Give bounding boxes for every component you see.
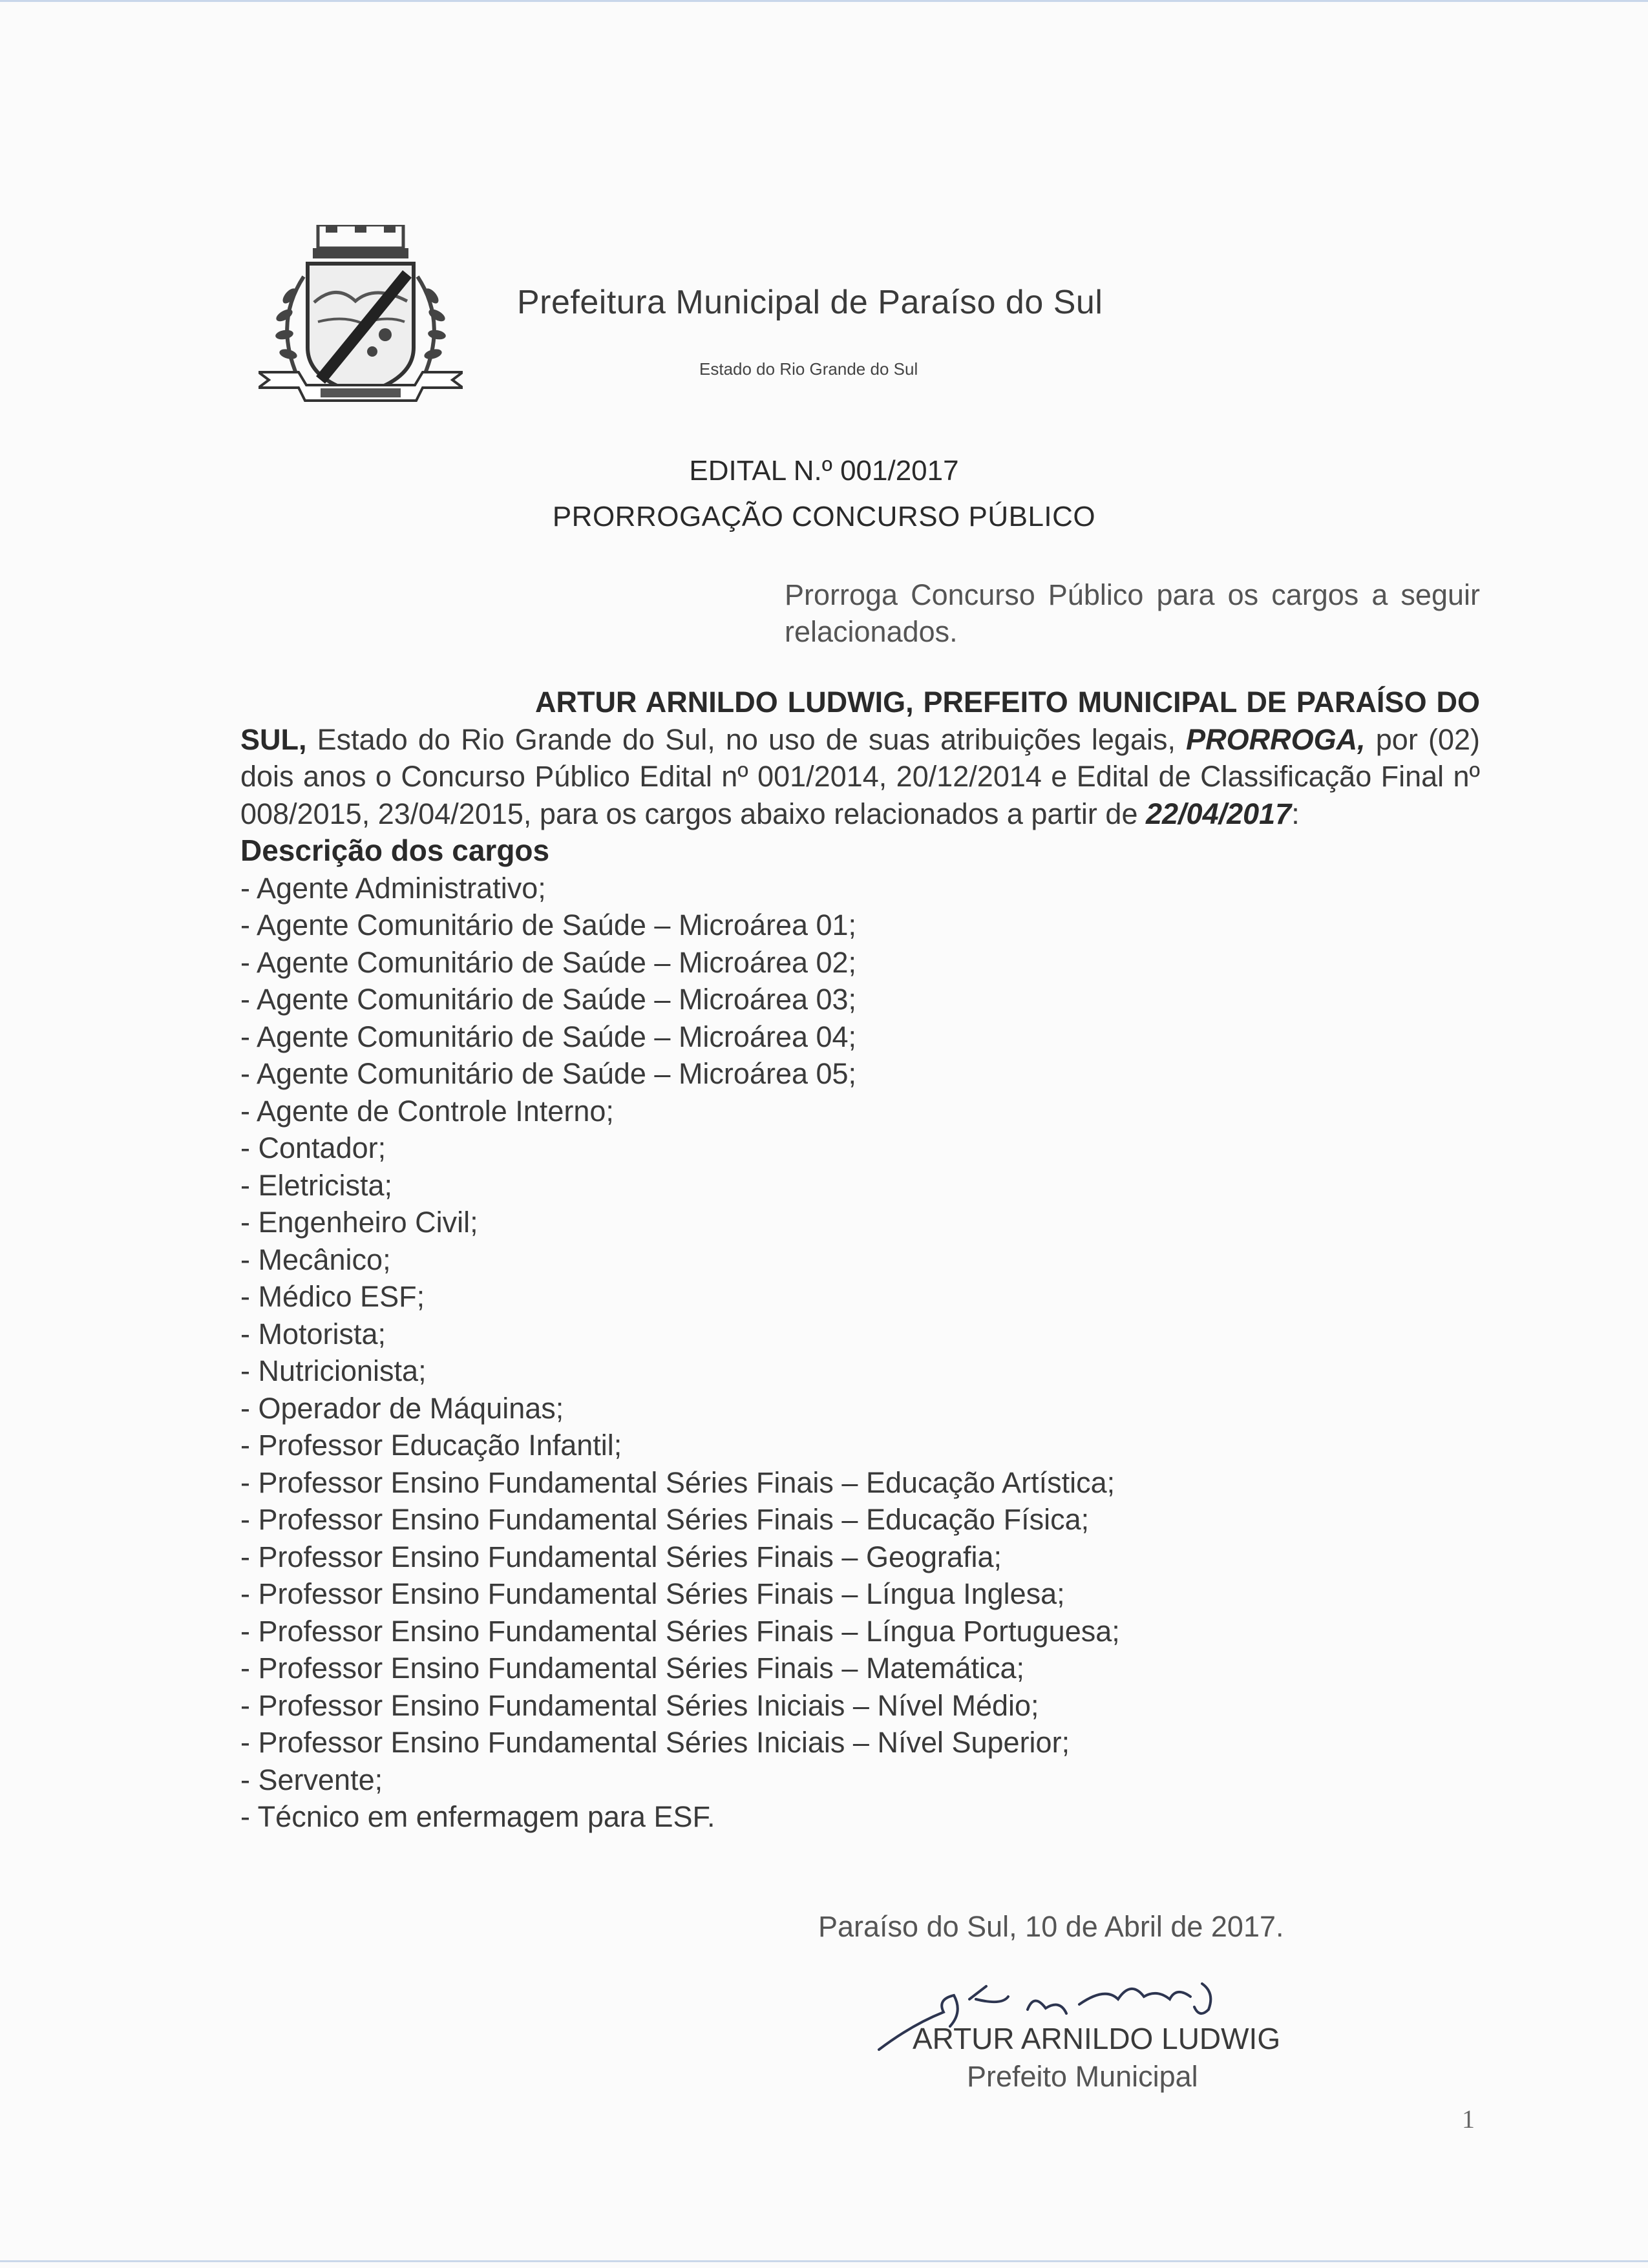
cargo-item: - Professor Ensino Fundamental Séries Finais – Matemática;	[240, 1652, 1025, 1685]
cargo-item: - Professor Ensino Fundamental Séries Finais – Língua Inglesa;	[240, 1577, 1065, 1610]
cargo-item: - Agente Comunitário de Saúde – Microárea 01;	[240, 908, 857, 941]
cargo-item: - Agente Comunitário de Saúde – Microárea 02;	[240, 945, 857, 979]
cargo-item: - Agente Comunitário de Saúde – Microárea 04;	[240, 1020, 857, 1053]
prorroga-verb: PRORROGA,	[1186, 722, 1366, 756]
cargo-item: - Agente Comunitário de Saúde – Microárea 05;	[240, 1057, 857, 1090]
cargo-item: - Agente Administrativo;	[240, 871, 546, 905]
paragraph-text-2: por (02) dois anos o Concurso Público Edital nº 001/2014, 20/12/2014 e Edital de Classificação Final nº 008/2015, 23/04/2015, para os cargos abaixo relacionados a partir de	[240, 722, 1480, 830]
cargo-item: - Professor Ensino Fundamental Séries Iniciais – Nível Médio;	[240, 1688, 1039, 1722]
edital-number: EDITAL N.º 001/2017	[689, 455, 959, 487]
effective-date: 22/04/2017	[1145, 797, 1292, 830]
paragraph-text-1: Estado do Rio Grande do Sul, no uso de suas atribuições legais,	[306, 722, 1187, 756]
signer-role: Prefeito Municipal	[967, 2060, 1198, 2093]
cargo-item: - Técnico em enfermagem para ESF.	[240, 1800, 715, 1833]
state-subtitle: Estado do Rio Grande do Sul	[699, 359, 918, 379]
paragraph-text-3: :	[1291, 797, 1300, 830]
page-number: 1	[1462, 2105, 1475, 2134]
cargo-item: - Nutricionista;	[240, 1354, 427, 1387]
cargo-item: - Engenheiro Civil;	[240, 1206, 478, 1239]
cargo-item: - Agente Comunitário de Saúde – Microárea 03;	[240, 983, 857, 1016]
cargo-item: - Professor Ensino Fundamental Séries Iniciais – Nível Superior;	[240, 1726, 1070, 1759]
signer-name: ARTUR ARNILDO LUDWIG	[913, 2022, 1281, 2055]
edital-title: PRORROGAÇÃO CONCURSO PÚBLICO	[552, 501, 1096, 532]
scan-edge-bottom	[0, 2260, 1648, 2262]
main-paragraph	[240, 684, 1480, 832]
cargo-item: - Mecânico;	[240, 1243, 391, 1276]
cargo-item: - Agente de Controle Interno;	[240, 1094, 614, 1128]
cargos-list	[240, 870, 1480, 1836]
mayor-name: ARTUR ARNILDO LUDWIG, PREFEITO MUNICIPAL DE PARAÍSO DO SUL,	[240, 686, 1480, 756]
cargo-item: - Professor Ensino Fundamental Séries Finais – Educação Artística;	[240, 1465, 1115, 1499]
municipality-title: Prefeitura Municipal de Paraíso do Sul	[517, 284, 1103, 321]
edital-summary: Prorroga Concurso Público para os cargos a seguir relacionados.	[785, 578, 1480, 648]
cargo-item: - Motorista;	[240, 1317, 386, 1350]
cargos-heading: Descrição dos cargos	[240, 834, 550, 867]
cargo-item: - Contador;	[240, 1131, 386, 1164]
cargo-item: - Servente;	[240, 1763, 383, 1796]
scan-edge-top	[0, 0, 1648, 2]
cargo-item: - Médico ESF;	[240, 1280, 425, 1313]
cargo-item: - Professor Ensino Fundamental Séries Finais – Geografia;	[240, 1540, 1002, 1573]
cargo-item: - Professor Ensino Fundamental Séries Finais – Educação Física;	[240, 1503, 1090, 1536]
place-and-date: Paraíso do Sul, 10 de Abril de 2017.	[818, 1910, 1284, 1943]
document-body	[240, 684, 1480, 1836]
cargo-item: - Eletricista;	[240, 1168, 393, 1202]
cargo-item: - Professor Ensino Fundamental Séries Finais – Língua Portuguesa;	[240, 1614, 1120, 1648]
cargo-item: - Operador de Máquinas;	[240, 1391, 564, 1425]
cargo-item: - Professor Educação Infantil;	[240, 1429, 622, 1462]
municipal-coat-of-arms-icon	[259, 225, 463, 419]
